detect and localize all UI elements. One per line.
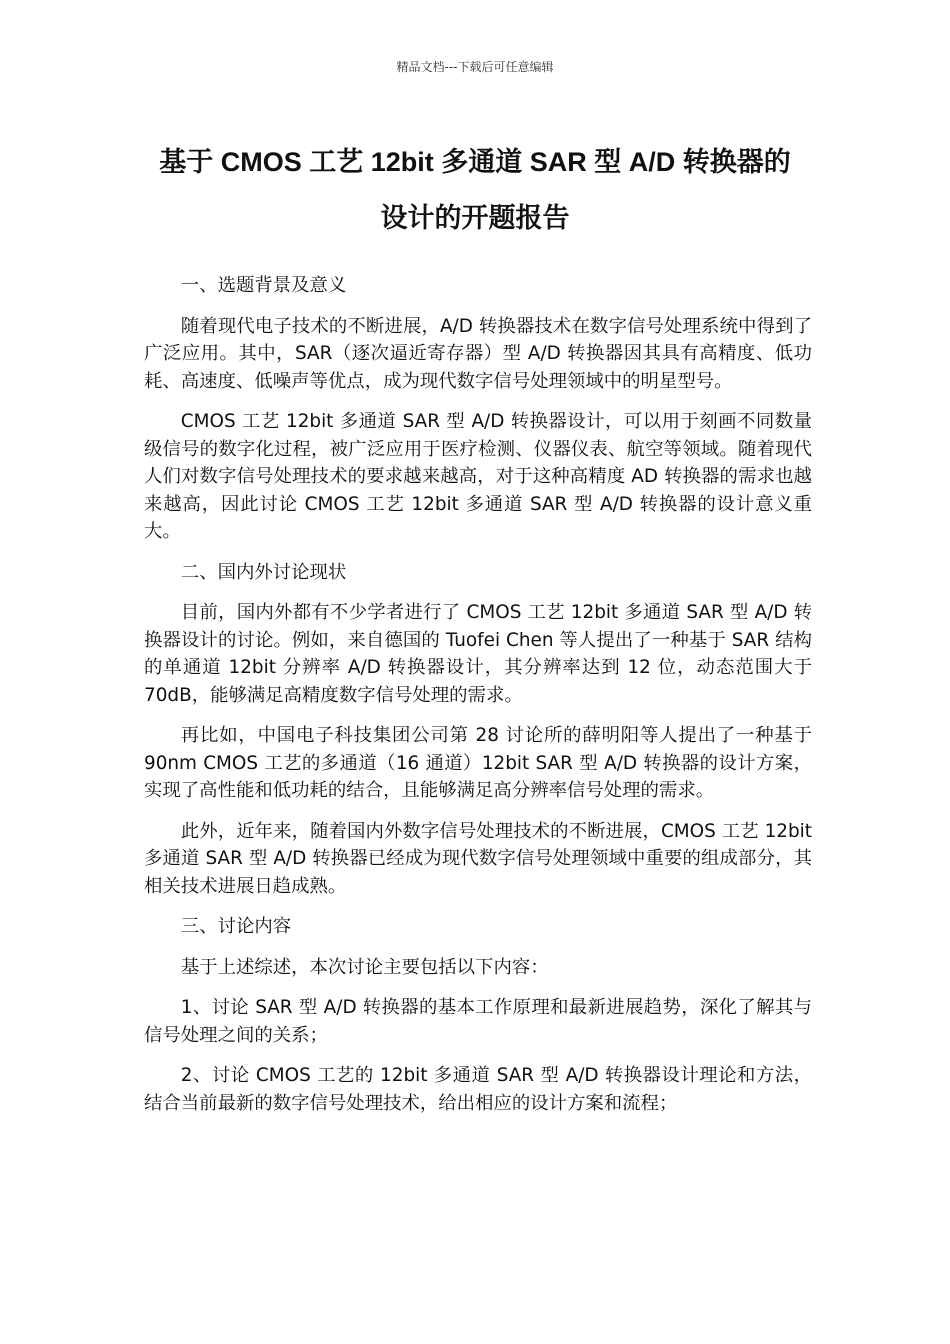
paragraph: 目前，国内外都有不少学者进行了 CMOS 工艺 12bit 多通道 SAR 型 A/D 转换器设计的讨论。例如，来自德国的 Tuofei Chen 等人提出了一种基于 SAR 结构的单通道 12bit 分辨率 A/D 转换器设计，其分辨率达到 12 位，动态范围大于 70dB，能够满足高精度数字信号处理的需求。 [144, 602, 812, 706]
document-title-line-2: 设计的开题报告 [380, 203, 570, 233]
page-header: 精品文档---下载后可任意编辑 [396, 60, 554, 74]
document-title-line-1: 基于 CMOS 工艺 12bit 多通道 SAR 型 A/D 转换器的 [159, 147, 791, 177]
list-item: 2、讨论 CMOS 工艺的 12bit 多通道 SAR 型 A/D 转换器设计理论和方法，结合当前最新的数字信号处理技术，给出相应的设计方案和流程； [144, 1065, 812, 1114]
document-body [144, 272, 812, 1130]
section-heading-research-content: 三、讨论内容 [180, 916, 292, 937]
paragraph: 再比如，中国电子科技集团公司第 28 讨论所的薛明阳等人提出了一种基于 90nm CMOS 工艺的多通道（16 通道）12bit SAR 型 A/D 转换器的设计方案，实现了高性能和低功耗的结合，且能够满足高分辨率信号处理的需求。 [144, 725, 812, 801]
paragraph: 随着现代电子技术的不断进展，A/D 转换器技术在数字信号处理系统中得到了广泛应用。其中，SAR（逐次逼近寄存器）型 A/D 转换器因其具有高精度、低功耗、高速度、低噪声等优点，成为现代数字信号处理领域中的明星型号。 [144, 315, 812, 392]
paragraph: CMOS 工艺 12bit 多通道 SAR 型 A/D 转换器设计，可以用于刻画不同数量级信号的数字化过程，被广泛应用于医疗检测、仪器仪表、航空等领域。随着现代人们对数字信号处理技术的要求越来越高，对于这种高精度 AD 转换器的需求也越来越高，因此讨论 CMOS 工艺 12bit 多通道 SAR 型 A/D 转换器的设计意义重大。 [144, 411, 812, 542]
section-heading-research-status: 二、国内外讨论现状 [180, 561, 347, 583]
paragraph: 此外，近年来，随着国内外数字信号处理技术的不断进展，CMOS 工艺 12bit 多通道 SAR 型 A/D 转换器已经成为现代数字信号处理领域中重要的组成部分，其相关技术进展日趋成熟。 [144, 820, 812, 897]
paragraph: 基于上述综述，本次讨论主要包括以下内容： [180, 956, 549, 978]
list-item: 1、讨论 SAR 型 A/D 转换器的基本工作原理和最新进展趋势，深化了解其与信号处理之间的关系； [144, 997, 812, 1046]
section-heading-background: 一、选题背景及意义 [180, 275, 347, 296]
